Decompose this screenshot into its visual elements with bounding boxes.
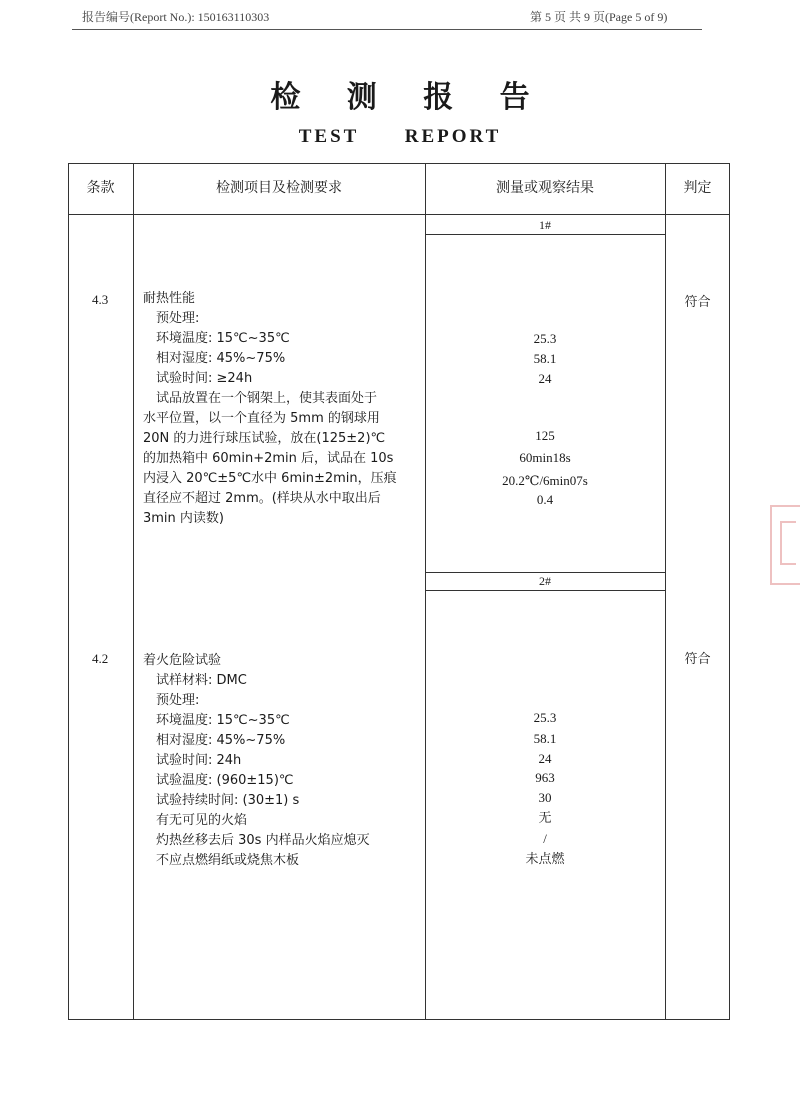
result-value: 963 [535, 770, 555, 785]
column-divider-item [425, 163, 426, 1020]
requirement-line: 相对湿度: 45%~75% [143, 733, 286, 748]
requirement-line: 的加热箱中 60min+2min 后，试品在 10s [143, 451, 394, 466]
clause-number: 4.3 [92, 292, 109, 307]
requirement-line: 直径应不超过 2mm。(样块从水中取出后 [143, 491, 381, 506]
sample-2-top-divider [425, 572, 665, 573]
result-value: 24 [538, 371, 552, 386]
result-value: 58.1 [533, 731, 557, 746]
requirement-line: 灼热丝移去后 30s 内样品火焰应熄灭 [143, 833, 370, 848]
header-rule [72, 29, 702, 30]
requirement-line: 不应点燃绢纸或烧焦木板 [143, 853, 300, 868]
result-value: 58.1 [533, 351, 557, 366]
result-value: 25.3 [533, 710, 557, 725]
requirement-line: 环境温度: 15℃~35℃ [143, 713, 290, 728]
requirement-line: 试验持续时间: (30±1) s [143, 793, 300, 808]
result-value: 125 [535, 428, 555, 443]
result-value: 30 [538, 790, 552, 805]
seal-stamp [770, 505, 800, 585]
requirement-line: 试验温度: (960±15)℃ [143, 773, 294, 788]
requirement-line: 试验时间: 24h [143, 753, 242, 768]
page-number: 第 5 页 共 9 页(Page 5 of 9) [530, 10, 668, 24]
result-value: 0.4 [536, 492, 554, 507]
requirement-line: 着火危险试验 [143, 653, 222, 668]
requirement-line: 3min 内读数) [143, 511, 224, 526]
requirement-line: 水平位置，以一个直径为 5mm 的钢球用 [143, 411, 380, 426]
result-value: 60min18s [519, 450, 571, 465]
verdict: 符合 [684, 652, 711, 667]
requirement-line: 预处理: [143, 693, 200, 708]
result-value: 20.2℃/6min07s [502, 473, 588, 488]
verdict: 符合 [684, 295, 711, 310]
clause-number: 4.2 [92, 651, 109, 666]
header-verdict: 判定 [683, 180, 712, 196]
title-chinese: 检 测 报 告 [270, 80, 548, 115]
requirement-line: 预处理: [143, 311, 200, 326]
title-english: TEST REPORT [298, 126, 502, 147]
header-item: 检测项目及检测要求 [216, 180, 342, 196]
result-value: 未点燃 [525, 851, 565, 866]
requirement-line: 相对湿度: 45%~75% [143, 351, 286, 366]
sample-label: 2# [539, 574, 551, 588]
requirement-line: 20N 的力进行球压试验，放在(125±2)℃ [143, 431, 386, 446]
sample-1-divider [425, 234, 665, 235]
requirement-line: 试样材料: DMC [143, 673, 247, 688]
requirement-line: 有无可见的火焰 [143, 813, 248, 828]
sample-2-divider [425, 590, 665, 591]
header-result: 测量或观察结果 [496, 180, 594, 196]
requirement-line: 试验时间: ≥24h [143, 371, 253, 386]
result-value: 无 [538, 810, 552, 825]
report-number: 报告编号(Report No.): 150163110303 [82, 10, 270, 24]
result-value: 25.3 [533, 331, 557, 346]
requirement-line: 耐热性能 [143, 291, 196, 306]
sample-label: 1# [539, 218, 551, 232]
header-divider [68, 214, 730, 215]
result-value: 24 [538, 751, 552, 766]
result-value: / [543, 831, 547, 846]
requirement-line: 试品放置在一个钢架上，使其表面处于 [143, 391, 378, 406]
header-clause: 条款 [86, 180, 115, 196]
requirement-line: 环境温度: 15℃~35℃ [143, 331, 290, 346]
requirement-line: 内浸入 20℃±5℃水中 6min±2min，压痕 [143, 471, 397, 486]
column-divider-clause [133, 163, 134, 1020]
